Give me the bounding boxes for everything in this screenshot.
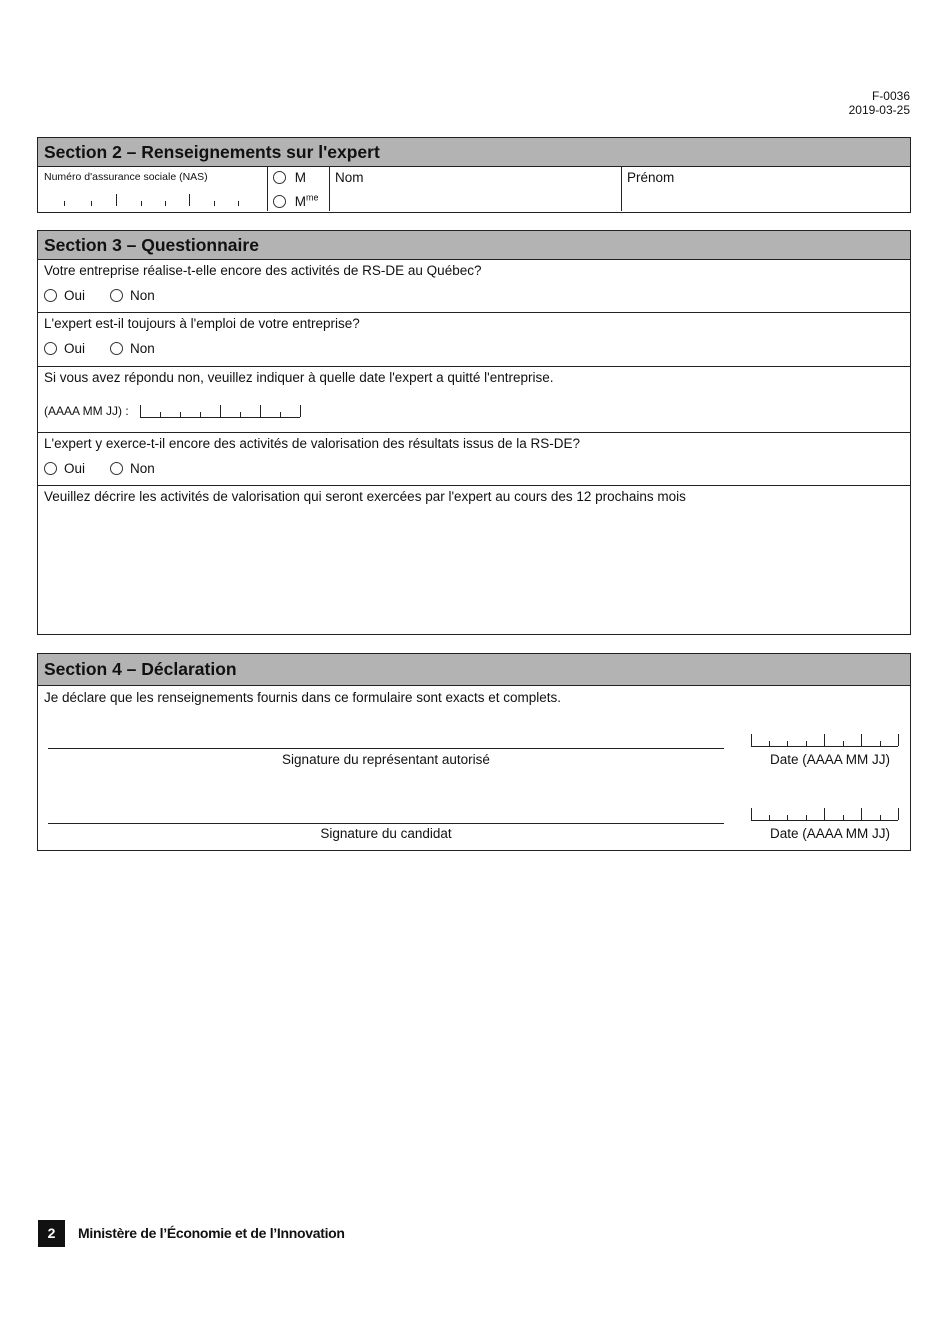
form-code: F-0036 <box>871 89 910 103</box>
date-representant-input[interactable] <box>751 736 898 747</box>
question-1 <box>38 260 910 313</box>
question-3-text: Si vous avez répondu non, veuillez indiquer à quelle date l'expert a quitté l'entreprise. <box>44 370 554 385</box>
nas-cell <box>38 167 268 211</box>
q4-oui-label: Oui <box>64 461 86 476</box>
section-2-title: Section 2 – Renseignements sur l'expert <box>38 138 910 167</box>
q4-non-label: Non <box>130 461 155 476</box>
nas-label: Numéro d'assurance sociale (NAS) <box>44 171 208 183</box>
signature-representant-label: Signature du représentant autorisé <box>282 752 490 767</box>
q2-non-option[interactable] <box>110 341 155 356</box>
q1-oui-label: Oui <box>64 288 86 303</box>
ministry-name: Ministère de l’Économie et de l’Innovation <box>78 1225 345 1241</box>
title-mme-label: $M^{me}$ <box>294 192 319 209</box>
question-2-text: L'expert est-il toujours à l'emploi de votre entreprise? <box>44 316 360 331</box>
signature-representant-line[interactable] <box>48 748 724 749</box>
form-code-block <box>849 89 910 117</box>
section-4-title: Section 4 – Déclaration <box>38 654 910 686</box>
nas-input[interactable] <box>58 196 238 206</box>
q1-non-label: Non <box>130 288 155 303</box>
q1-non-radio[interactable] <box>110 289 123 302</box>
q1-oui-radio[interactable] <box>44 289 57 302</box>
question-4-text: L'expert y exerce-t-il encore des activités de valorisation des résultats issus de la RS-DE? <box>44 436 581 451</box>
q4-oui-option[interactable] <box>44 461 85 476</box>
q4-non-radio[interactable] <box>110 462 123 475</box>
date-candidat-input[interactable] <box>751 810 898 821</box>
q4-oui-radio[interactable] <box>44 462 57 475</box>
form-date: 2019-03-25 <box>848 103 910 117</box>
nom-label: Nom <box>335 170 364 185</box>
signature-candidat-label: Signature du candidat <box>320 826 452 841</box>
signature-candidat-line[interactable] <box>48 823 724 824</box>
question-5-text: Veuillez décrire les activités de valorisation qui seront exercées par l'expert au cours des 12 prochains mois <box>44 489 686 504</box>
section-4 <box>37 653 911 851</box>
title-cell <box>267 167 330 211</box>
q4-non-option[interactable] <box>110 461 155 476</box>
title-option-m[interactable] <box>273 170 306 185</box>
q2-oui-option[interactable] <box>44 341 85 356</box>
section-3 <box>37 230 911 635</box>
q1-oui-option[interactable] <box>44 288 85 303</box>
title-m-label: M <box>294 170 307 185</box>
q3-date-label: (AAAA MM JJ) : <box>44 404 129 418</box>
declaration-statement: Je déclare que les renseignements fournis dans ce formulaire sont exacts et complets. <box>44 690 562 705</box>
page-number: 2 <box>38 1220 65 1247</box>
question-1-text: Votre entreprise réalise-t-elle encore des activités de RS-DE au Québec? <box>44 263 482 278</box>
title-mme-radio[interactable] <box>273 195 286 208</box>
valorisation-description-textarea[interactable] <box>42 508 906 629</box>
declaration-body <box>38 686 910 849</box>
expert-info-row <box>38 167 910 211</box>
prenom-label: Prénom <box>627 170 675 185</box>
prenom-field[interactable] <box>621 167 911 211</box>
question-2 <box>38 313 910 367</box>
date-candidat-label: Date (AAAA MM JJ) <box>769 826 891 841</box>
q2-oui-label: Oui <box>64 341 86 356</box>
date-representant-label: Date (AAAA MM JJ) <box>769 752 891 767</box>
q1-non-option[interactable] <box>110 288 155 303</box>
nom-field[interactable] <box>329 167 622 211</box>
section-2 <box>37 137 911 213</box>
title-option-mme[interactable] <box>273 192 319 209</box>
title-m-radio[interactable] <box>273 171 286 184</box>
question-4 <box>38 433 910 486</box>
q3-date-input[interactable] <box>140 407 300 418</box>
question-5 <box>38 486 910 633</box>
section-3-title: Section 3 – Questionnaire <box>38 231 910 260</box>
q2-non-label: Non <box>130 341 155 356</box>
q2-oui-radio[interactable] <box>44 342 57 355</box>
question-3 <box>38 367 910 433</box>
q2-non-radio[interactable] <box>110 342 123 355</box>
